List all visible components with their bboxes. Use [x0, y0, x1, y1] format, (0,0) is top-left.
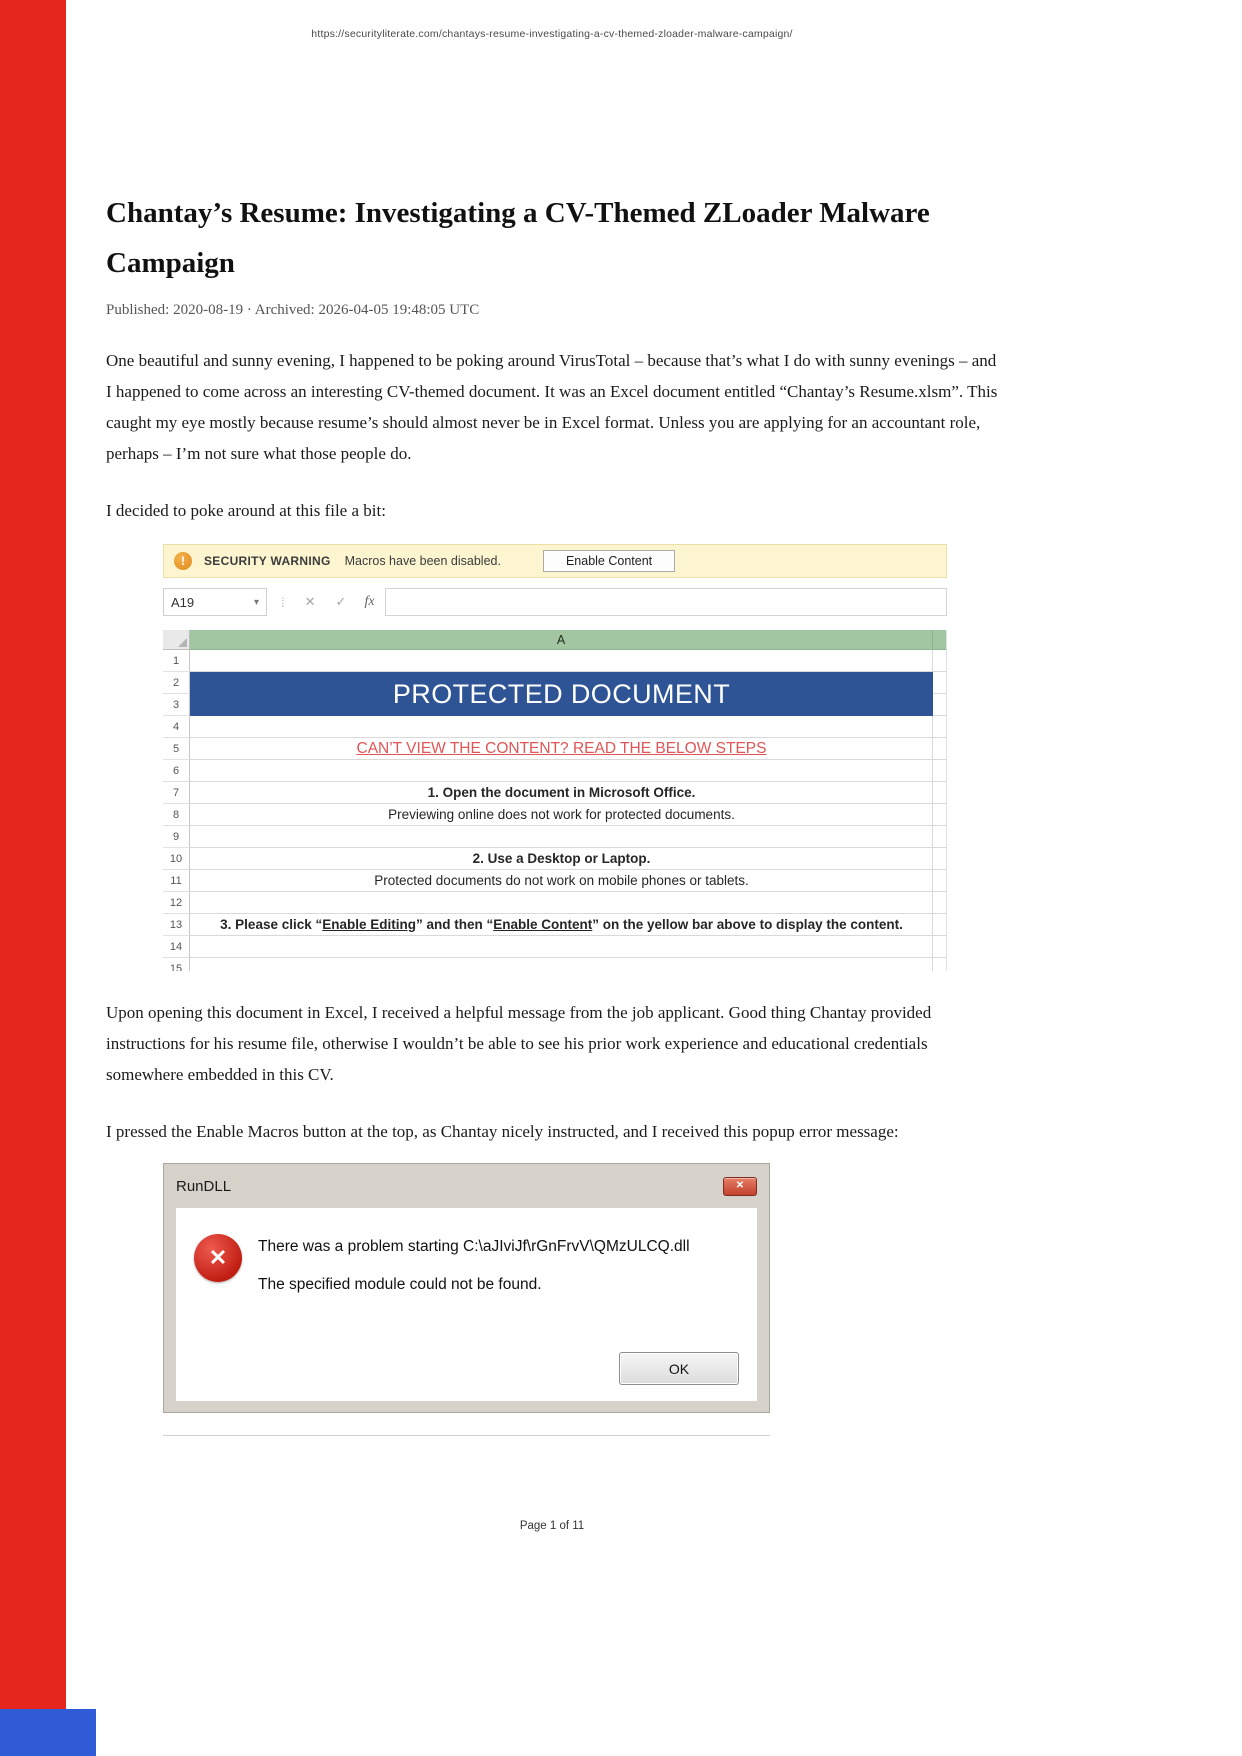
- column-header-a[interactable]: A: [190, 630, 933, 650]
- enable-content-button[interactable]: Enable Content: [543, 550, 675, 572]
- step-1-title: 1. Open the document in Microsoft Office.: [427, 785, 696, 800]
- enable-content-underlined-text: Enable Content: [493, 917, 593, 932]
- dialog-title: RunDLL: [176, 1177, 232, 1195]
- row-number[interactable]: 14: [163, 936, 190, 958]
- row-number[interactable]: 11: [163, 870, 190, 892]
- row-number[interactable]: 12: [163, 892, 190, 914]
- cell-name-box[interactable]: [163, 588, 267, 616]
- cell[interactable]: [933, 936, 946, 958]
- column-header-b: [933, 630, 946, 650]
- sheet-row: [163, 716, 946, 738]
- error-message: [258, 1234, 690, 1294]
- article: [106, 188, 998, 1436]
- cell[interactable]: [933, 892, 946, 914]
- cell[interactable]: [933, 672, 946, 694]
- cell[interactable]: [190, 716, 933, 738]
- cell[interactable]: [933, 694, 946, 716]
- row-number[interactable]: 4: [163, 716, 190, 738]
- cell[interactable]: [190, 892, 933, 914]
- page-number: Page 1 of 11: [519, 1520, 585, 1532]
- paragraph-1: One beautiful and sunny evening, I happened to be poking around VirusTotal – because that’s what I do with sunny evenings – and I happened to come across an interesting CV-themed document. It was an Excel document entitled “Chantay’s Resume.xlsm”. This caught my eye mostly because resume’s should almost never be in Excel format. Unless you are applying for an accountant role, perhaps – I’m not sure what those people do.: [106, 351, 998, 463]
- step-1-subtext: Previewing online does not work for protected documents.: [388, 807, 735, 822]
- cell[interactable]: [190, 760, 933, 782]
- close-button[interactable]: [723, 1177, 757, 1196]
- insert-function-icon[interactable]: fx: [364, 594, 375, 609]
- rundll-screenshot-figure: [163, 1163, 770, 1436]
- column-header-row: [163, 630, 946, 650]
- cell[interactable]: [933, 716, 946, 738]
- row-number[interactable]: 15: [163, 958, 190, 971]
- cell[interactable]: [933, 826, 946, 848]
- formula-input[interactable]: [385, 588, 947, 616]
- error-icon: ✕: [194, 1234, 242, 1282]
- security-warning-label: SECURITY WARNING: [204, 554, 331, 568]
- sheet-row: [163, 958, 946, 971]
- cell[interactable]: [933, 870, 946, 892]
- select-all-icon: [178, 638, 187, 647]
- row-number[interactable]: 8: [163, 804, 190, 826]
- figure-divider: [163, 1435, 770, 1436]
- step-3-text-post: ” on the yellow bar above to display the content.: [592, 917, 903, 932]
- select-all-corner[interactable]: [163, 630, 190, 650]
- cell[interactable]: [190, 958, 933, 971]
- excel-screenshot-figure: [163, 544, 947, 971]
- row-number[interactable]: 5: [163, 738, 190, 760]
- security-warning-bar: [163, 544, 947, 578]
- sheet-row: [163, 826, 946, 848]
- row-number[interactable]: 13: [163, 914, 190, 936]
- security-warning-message: Macros have been disabled.: [344, 554, 501, 568]
- cell[interactable]: [190, 936, 933, 958]
- cell[interactable]: [933, 782, 946, 804]
- step-3-title: [190, 914, 933, 936]
- paragraph-3: Upon opening this document in Excel, I received a helpful message from the job applicant. Good thing Chantay provided instructions for his resume file, otherwise I wouldn’t be able to see his prior work experience and educational credentials somewhere embedded in this CV.: [106, 1003, 932, 1084]
- article-meta: Published: 2020-08-19 · Archived: 2026-04-05 19:48:05 UTC: [106, 302, 480, 318]
- cell[interactable]: [933, 848, 946, 870]
- error-message-line1: There was a problem starting C:\aJIviJf\rGnFrvV\QMzULCQ.dll: [258, 1238, 690, 1255]
- bottom-blue-stripe: [0, 1709, 96, 1756]
- cell[interactable]: [933, 958, 946, 971]
- enter-icon[interactable]: ✓: [335, 594, 347, 609]
- cancel-icon[interactable]: ✕: [304, 594, 316, 609]
- row-number[interactable]: 10: [163, 848, 190, 870]
- cell[interactable]: [933, 804, 946, 826]
- security-warning-icon: !: [174, 552, 192, 570]
- row-number[interactable]: 6: [163, 760, 190, 782]
- sheet-row: [163, 650, 946, 672]
- dialog-title-bar: [164, 1164, 769, 1208]
- formula-bar: [163, 586, 947, 618]
- enable-editing-underlined-text: Enable Editing: [322, 917, 417, 932]
- sheet-row: [163, 892, 946, 914]
- cell[interactable]: [933, 650, 946, 672]
- step-3-text-pre: 3. Please click “: [220, 917, 323, 932]
- step-3-text-mid: ” and then “: [416, 917, 494, 932]
- row-number[interactable]: 1: [163, 650, 190, 672]
- ok-button[interactable]: OK: [619, 1352, 739, 1385]
- dialog-body: [176, 1208, 757, 1401]
- protected-document-banner: PROTECTED DOCUMENT: [190, 672, 933, 716]
- sheet-row: [163, 760, 946, 782]
- cant-view-heading: CAN’T VIEW THE CONTENT? READ THE BELOW STEPS: [356, 740, 767, 757]
- rundll-window: [163, 1163, 770, 1413]
- row-number[interactable]: 9: [163, 826, 190, 848]
- chevron-down-icon[interactable]: ▾: [253, 596, 259, 608]
- row-number[interactable]: 3: [163, 694, 190, 716]
- cell[interactable]: [933, 760, 946, 782]
- page-url: https://securityliterate.com/chantays-resume-investigating-a-cv-themed-zloader-malware-campaign/: [311, 28, 793, 40]
- sheet-row: [163, 936, 946, 958]
- error-message-line2: The specified module could not be found.: [258, 1276, 542, 1293]
- step-2-title: 2. Use a Desktop or Laptop.: [472, 851, 651, 866]
- article-title: Chantay’s Resume: Investigating a CV-Themed ZLoader Malware Campaign: [106, 197, 930, 279]
- cell[interactable]: [933, 914, 946, 936]
- close-icon: ✕: [735, 1180, 745, 1191]
- step-2-subtext: Protected documents do not work on mobile phones or tablets.: [374, 873, 749, 888]
- paragraph-4: I pressed the Enable Macros button at the top, as Chantay nicely instructed, and I received this popup error message:: [106, 1122, 899, 1141]
- spreadsheet-grid: [163, 630, 947, 971]
- row-number[interactable]: 7: [163, 782, 190, 804]
- row-number[interactable]: 2: [163, 672, 190, 694]
- active-cell-reference: A19: [171, 594, 195, 610]
- cell[interactable]: [190, 826, 933, 848]
- paragraph-2: I decided to poke around at this file a bit:: [106, 501, 386, 520]
- cell[interactable]: [190, 650, 933, 672]
- cell[interactable]: [933, 738, 946, 760]
- formula-bar-divider-icon: ⁞: [281, 594, 285, 610]
- left-red-stripe: [0, 0, 66, 1709]
- error-message-row: [194, 1234, 739, 1294]
